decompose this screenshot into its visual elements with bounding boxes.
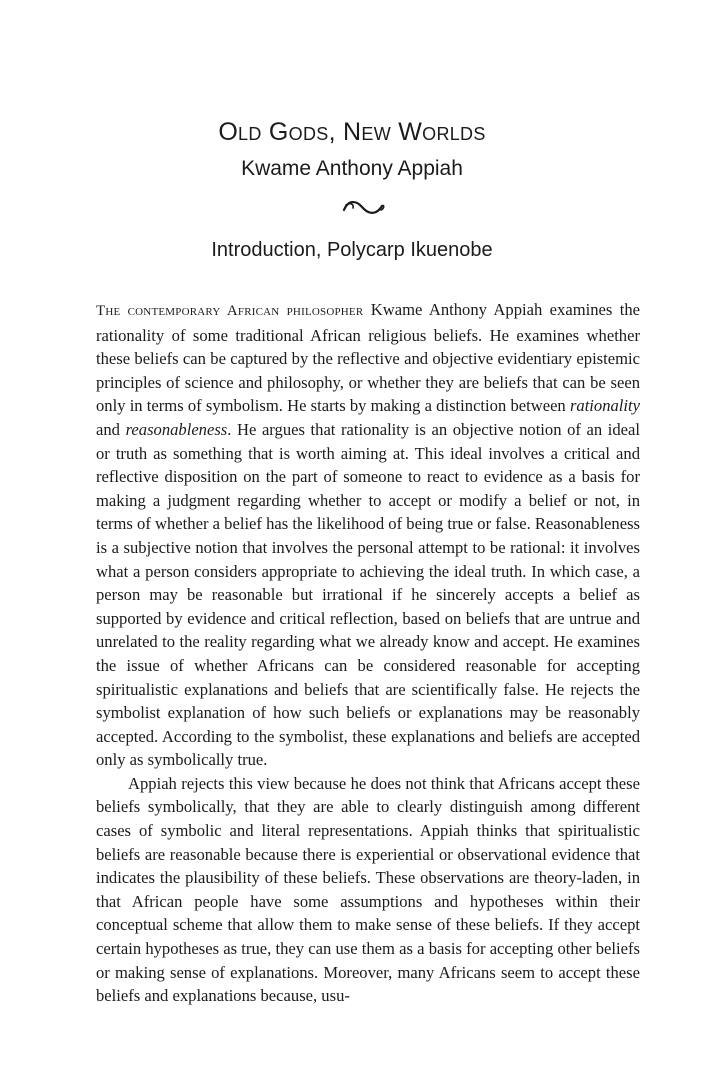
paragraph-1-text-b: and (96, 419, 126, 439)
paragraph-2: Appiah rejects this view because he does not think that Africans accept these beliefs symbolically, that they are able to clearly distinguish among different cases of symbolic and literal representations. Appiah thinks that spiritualistic beliefs are reasonable because there is experiential or observational evidence that indicates the plausibility of these beliefs. These observations are theory-laden, in that African people have some assumptions and hypotheses within their conceptual scheme that allow them to make sense of these beliefs. If they accept certain hypotheses as true, they can use them as a basis for accepting other beliefs or making sense of explanations. Moreover, many Africans seem to accept these beliefs and explanations because, usu- (96, 773, 640, 1006)
introduction-credit: Introduction, Polycarp Ikuenobe (211, 239, 493, 261)
term-reasonableness: reasonableness (125, 419, 228, 439)
small-caps-lead-in: The contemporary African philosopher (96, 303, 364, 319)
paragraph-1-text-c: . He argues that rationality is an objective notion of an ideal or truth as something that is worth aiming at. This ideal involves a critical and reflective disposition on the part of someone to react to evidence as a basis for making a judgment regarding whether to accept or modify a belief or not, in terms of whether a belief has the likelihood of being true or false. Reasonableness is a subjective notion that involves the personal attempt to be rational: it involves what a person considers appropriate to achieving the ideal truth. In which case, a person may be reasonable but irrational if he sincerely accepts a belief as supported by evidence and critical reflection, based on beliefs that are untrue and unrelated to the reality regarding what we already know and accept. He examines the issue of whether Africans can be considered reasonable for accepting spiritualistic explanations and beliefs that are scientifically false. He rejects the symbolist explanation of how such beliefs or explanations may be reasonably accepted. According to the symbolist, these explanations and beliefs are accepted only as symbolically true. (96, 419, 641, 770)
term-rationality: rationality (569, 396, 640, 416)
body-text (96, 298, 640, 1008)
paragraph-1 (96, 298, 640, 772)
swash-ornament-icon (340, 196, 388, 220)
paragraph-1-text-a: Kwame Anthony Appiah examines the rationality of some traditional African religious beliefs. He examines whether these beliefs can be captured by the reflective and objective evidentiary epistemic principles of science and philosophy, or whether they are beliefs that can be seen only in terms of symbolism. He starts by making a distinction between (96, 300, 640, 416)
chapter-title: Old Gods, New Worlds (218, 118, 486, 146)
chapter-author: Kwame Anthony Appiah (241, 157, 463, 180)
